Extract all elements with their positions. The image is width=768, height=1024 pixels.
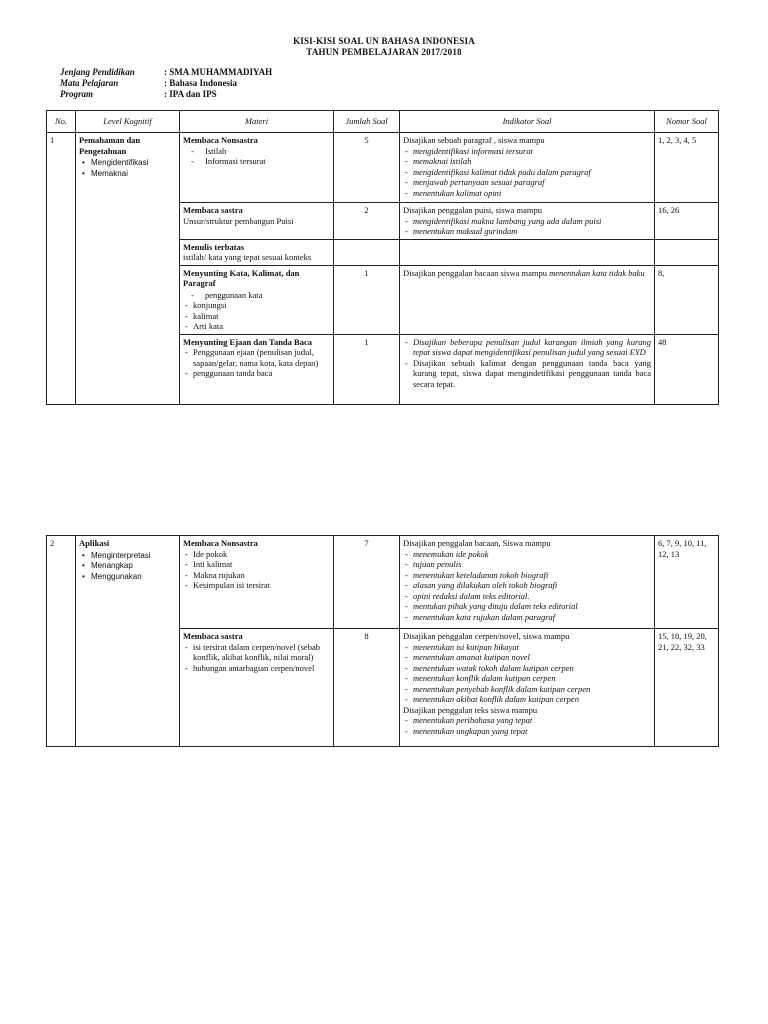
indikator-item: - tujuan penulis	[403, 559, 651, 570]
indikator-cell	[400, 334, 655, 404]
level-item: • Menginterpretasi	[79, 551, 176, 562]
nomor-cell: 1, 2, 3, 4, 5	[655, 133, 719, 203]
indikator-item: - menentukan peribahasa yang tepat	[403, 715, 651, 726]
indikator-item: - menjawab pertanyaan sesuai paragraf	[403, 177, 651, 188]
materi-title: Membaca Nonsastra	[183, 538, 258, 548]
row-number: 2	[47, 536, 76, 747]
document-subtitle: TAHUN PEMBELAJARAN 2017/2018	[306, 47, 462, 57]
meta-value: : Bahasa Indonesia	[164, 78, 238, 88]
meta-row	[60, 67, 272, 77]
jumlah-cell: 2	[334, 203, 400, 240]
level-item: • Menggunakan	[79, 572, 176, 583]
indikator-cell	[400, 239, 655, 265]
indikator-item: - menentukan isi kutipan hikayat	[403, 642, 651, 653]
materi-item: - konjungsi	[183, 300, 330, 311]
indikator-cell	[400, 203, 655, 240]
level-cell	[76, 536, 180, 747]
level-item: • Mengidentifikasi	[79, 158, 176, 169]
kisi-table-1	[46, 110, 719, 405]
indikator-lead: Disajikan penggalan puisi, siswa mampu	[403, 205, 543, 215]
indikator-item: - alasan yang dilakukan oleh tokoh biografi	[403, 580, 651, 591]
indikator-item: - menemukan ide pokok	[403, 549, 651, 560]
nomor-cell: 8,	[655, 265, 719, 334]
materi-item: - Makna rujukan	[183, 570, 330, 581]
materi-cell	[180, 265, 334, 334]
indikator-item: - menentukan maksud gurindam	[403, 226, 651, 237]
materi-item: - Informasi tersurat	[183, 156, 330, 167]
materi-cell	[180, 536, 334, 629]
meta-key: Program	[60, 89, 94, 99]
col-header-nomor: Nomor Soal	[655, 111, 719, 133]
meta-row	[60, 89, 217, 99]
materi-item: - penggunaan kata	[183, 290, 330, 301]
indikator-cell	[400, 536, 655, 629]
materi-item: - kalimat	[183, 311, 330, 322]
nomor-cell: 6, 7, 9, 10, 11, 12, 13	[655, 536, 719, 629]
document-title: KISI-KISI SOAL UN BAHASA INDONESIA	[293, 36, 475, 46]
jumlah-cell: 1	[334, 334, 400, 404]
materi-text: Unsur/struktur pembangun Puisi	[183, 215, 294, 226]
indikator-item: - menentukan amanat kutipan novel	[403, 652, 651, 663]
materi-title: Menyunting Kata, Kalimat, dan Paragraf	[183, 267, 300, 288]
indikator-item: - Disajikan beberapa penulisan judul karangan ilmiah yang kurang tepat siswa dapat mengidentifikasi penulisan judul yang sesuai EYD	[403, 337, 651, 358]
materi-cell	[180, 629, 334, 747]
indikator-item: menentukan kata tidak baku	[549, 267, 645, 278]
level-title: Aplikasi	[79, 538, 110, 548]
materi-item: - Kesimpulan isi tersirat	[183, 580, 330, 591]
col-header-materi: Materi	[180, 111, 334, 133]
jumlah-cell: 8	[334, 629, 400, 747]
indikator-item: - menentukan akibat konflik dalam kutipan cerpen	[403, 694, 651, 705]
indikator-item: - menentukan kalimat opini	[403, 188, 651, 199]
materi-title: Membaca sastra	[183, 631, 243, 641]
col-header-jumlah: Jumlah Soal	[334, 111, 400, 133]
materi-item: - hubungan antarbagian cerpen/novel	[183, 663, 330, 674]
materi-item: - isi tersirat dalam cerpen/novel (sebab konflik, akibat konflik, nilai moral)	[183, 642, 330, 663]
indikator-item: - memaknai istilah	[403, 156, 651, 167]
materi-item: - Penggunaan ejaan (penulisan judul, sapaan/gelar, nama kota, kata depan)	[183, 347, 330, 368]
meta-value: : SMA MUHAMMADIYAH	[164, 67, 273, 77]
materi-cell	[180, 239, 334, 265]
table-row	[47, 536, 719, 629]
col-header-no: No.	[47, 111, 76, 133]
meta-value: : IPA dan IPS	[164, 89, 217, 99]
materi-cell	[180, 133, 334, 203]
meta-key: Jenjang Pendidikan	[60, 67, 135, 77]
nomor-cell: 48	[655, 334, 719, 404]
materi-title: Menyunting Ejaan dan Tanda Baca	[183, 336, 312, 347]
kisi-table-2	[46, 535, 719, 747]
meta-key: Mata Pelajaran	[60, 78, 119, 88]
col-header-indikator: Indikator Soal	[400, 111, 655, 133]
indikator-item: - menentukan watak tokoh dalam kutipan cerpen	[403, 663, 651, 674]
materi-title: Membaca Nonsastra	[183, 135, 258, 145]
jumlah-cell: 7	[334, 536, 400, 629]
indikator-lead: Disajikan penggalan teks siswa mampu	[403, 704, 538, 715]
materi-text: istilah/ kata yang tepat sesuai konteks	[183, 252, 312, 262]
row-number: 1	[47, 133, 76, 405]
indikator-lead: Disajikan penggalan cerpen/novel, siswa mampu	[403, 631, 570, 641]
indikator-item: - menentukan kata rujukan dalam paragraf	[403, 612, 651, 623]
materi-cell	[180, 203, 334, 240]
indikator-item: - menentukan ungkapan yang tepat	[403, 726, 651, 737]
level-cell	[76, 133, 180, 405]
indikator-item: - mengidentifikasi makna lambang yang ada dalam puisi	[403, 216, 651, 227]
materi-item: - Inti kalimat	[183, 559, 330, 570]
materi-item: - Ide pokok	[183, 549, 330, 560]
meta-row	[60, 78, 237, 88]
level-title: Pemahaman dan Pengetahuan	[79, 135, 141, 156]
indikator-cell	[400, 133, 655, 203]
indikator-item: - menentukan penyebab konflik dalam kutipan cerpen	[403, 684, 651, 695]
nomor-cell: 16, 26	[655, 203, 719, 240]
jumlah-cell	[334, 239, 400, 265]
indikator-item: - mentukan pihak yang dituju dalam teks editorial	[403, 601, 651, 612]
nomor-cell	[655, 239, 719, 265]
indikator-lead: Disajikan penggalan bacaan siswa mampu	[403, 267, 547, 278]
nomor-cell: 15, 18, 19, 20, 21, 22, 32, 33	[655, 629, 719, 747]
indikator-item: - Disajikan sebuah kalimat dengan penggunaan tanda baca yang kurang tepat, siswa dapat mengindetifikasi penggunaan tanda baca secara tepat.	[403, 358, 651, 390]
level-item: • Menangkap	[79, 561, 176, 572]
indikator-item: - menentukan keteladanan tokoh biografi	[403, 570, 651, 581]
indikator-item: - mengidentifikasi kalimat tidak padu dalam paragraf	[403, 167, 651, 178]
indikator-lead: Disajikan sebuah paragraf , siswa mampu	[403, 135, 545, 145]
table-row	[47, 133, 719, 203]
col-header-level: Level Kognitif	[76, 111, 180, 133]
level-item: • Memaknai	[79, 169, 176, 180]
materi-title: Menulis terbatas	[183, 241, 245, 252]
indikator-cell	[400, 265, 655, 334]
materi-cell	[180, 334, 334, 404]
indikator-cell	[400, 629, 655, 747]
indikator-item: - menentukan konflik dalam kutipan cerpen	[403, 673, 651, 684]
materi-item: - penggunaan tanda baca	[183, 368, 330, 379]
materi-title: Membaca sastra	[183, 205, 243, 215]
indikator-item: - opini redaksi dalam teks editorial.	[403, 591, 651, 602]
materi-item: - Istilah	[183, 146, 330, 157]
indikator-item: - mengidentifikasi informasi tersurat	[403, 146, 651, 157]
table-header-row	[47, 111, 719, 133]
jumlah-cell: 1	[334, 265, 400, 334]
indikator-lead: Disajikan penggalan bacaan, Siswa mampu	[403, 538, 551, 548]
materi-item: - Arti kata	[183, 321, 330, 332]
jumlah-cell: 5	[334, 133, 400, 203]
